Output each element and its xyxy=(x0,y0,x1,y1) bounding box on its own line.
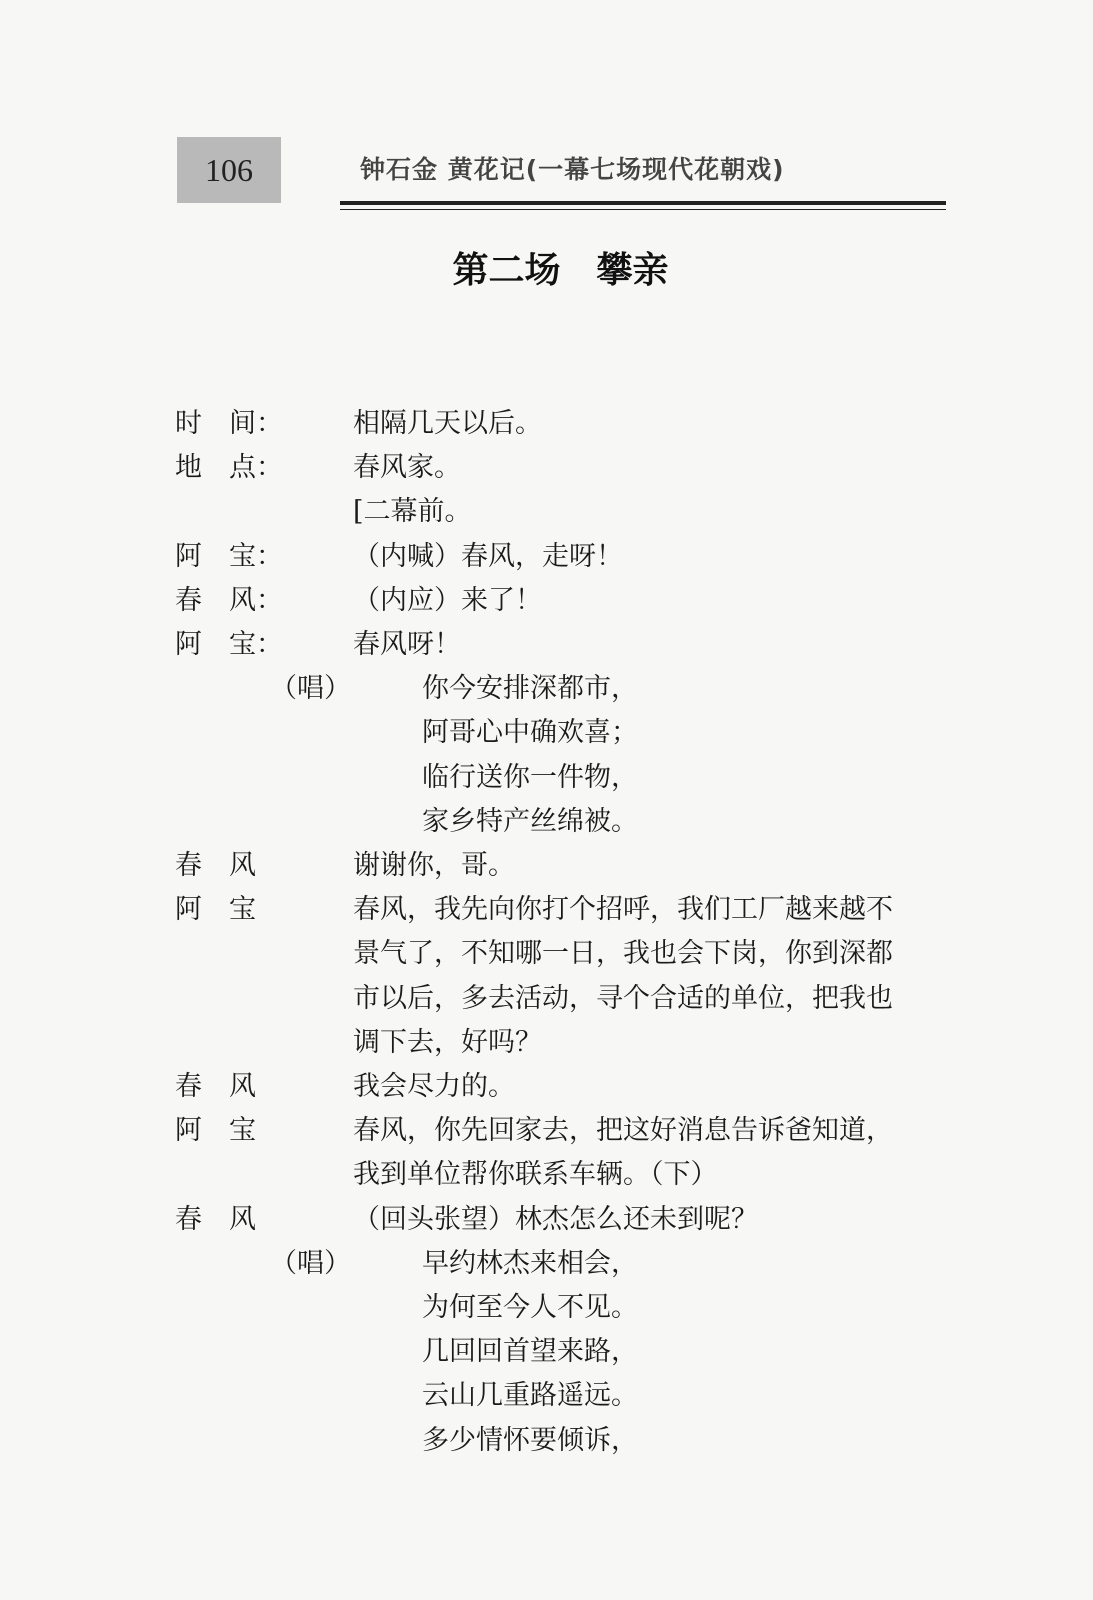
header-rule-thick xyxy=(340,201,946,205)
speaker-label: 春 风 xyxy=(175,1071,256,1102)
dialogue-line: （内喊）春风，走呀！ xyxy=(353,540,623,572)
script-row xyxy=(0,402,1093,446)
dialogue-line: 市以后，多去活动，寻个合适的单位，把我也 xyxy=(353,982,893,1014)
dialogue-line: 春风，你先回家去，把这好消息告诉爸知道， xyxy=(353,1115,893,1147)
scene-title: 第二场 攀亲 xyxy=(452,250,669,291)
script-row xyxy=(0,1198,1093,1242)
dialogue-line: 调下去，好吗？ xyxy=(353,1026,542,1058)
dialogue-line: 春风呀！ xyxy=(353,629,461,660)
dialogue-line: 相隔几天以后。 xyxy=(353,408,542,439)
verse-line: 早约林杰来相会， xyxy=(422,1247,638,1279)
speaker-label: 阿 宝 xyxy=(175,1115,256,1147)
dialogue-line: 我到单位帮你联系车辆。（下） xyxy=(353,1159,718,1191)
script-row xyxy=(0,1109,1093,1153)
verse-line: 阿哥心中确欢喜； xyxy=(422,717,638,749)
header-rule-thin xyxy=(340,209,946,210)
script-row xyxy=(0,711,1093,755)
running-header: 钟石金 黄花记(一幕七场现代花朝戏) xyxy=(360,155,785,184)
speaker-label: 地 点： xyxy=(175,452,283,484)
dialogue-line: 谢谢你，哥。 xyxy=(353,850,515,881)
script-row xyxy=(0,1021,1093,1065)
sing-direction: （唱） xyxy=(270,673,351,705)
verse-line: 临行送你一件物， xyxy=(422,761,638,793)
verse-line: 家乡特产丝绵被。 xyxy=(422,805,638,837)
sing-direction: （唱） xyxy=(270,1247,351,1279)
dialogue-line: 景气了，不知哪一日，我也会下岗，你到深都 xyxy=(353,938,893,970)
script-row xyxy=(0,490,1093,534)
dialogue-line: （回头张望）林杰怎么还未到呢？ xyxy=(353,1203,758,1235)
verse-line: 几回回首望来路， xyxy=(422,1336,638,1368)
script-row xyxy=(0,1065,1093,1109)
script-row xyxy=(0,667,1093,711)
script-row xyxy=(0,932,1093,976)
script-row xyxy=(0,623,1093,667)
script-row xyxy=(0,1419,1093,1463)
script-row xyxy=(0,579,1093,623)
script-row xyxy=(0,844,1093,888)
script-row xyxy=(0,756,1093,800)
verse-line: 云山几重路遥远。 xyxy=(422,1380,638,1412)
dialogue-line: 春风家。 xyxy=(353,452,461,484)
script-row xyxy=(0,535,1093,579)
script-row xyxy=(0,888,1093,932)
script-row xyxy=(0,446,1093,490)
dialogue-line: （内应）来了！ xyxy=(353,584,542,616)
speaker-label: 春 风： xyxy=(175,584,283,616)
speaker-label: 阿 宝： xyxy=(175,540,283,572)
script-row xyxy=(0,1374,1093,1418)
script-row xyxy=(0,1330,1093,1374)
speaker-label: 时 间： xyxy=(175,408,283,439)
page-number: 106 xyxy=(177,137,281,203)
speaker-label: 春 风 xyxy=(175,850,256,881)
script-row xyxy=(0,1153,1093,1197)
speaker-label: 阿 宝： xyxy=(175,629,283,660)
script-row xyxy=(0,800,1093,844)
verse-line: 为何至今人不见。 xyxy=(422,1292,638,1323)
script-row xyxy=(0,977,1093,1021)
speaker-label: 春 风 xyxy=(175,1203,256,1235)
dialogue-line: 春风，我先向你打个招呼，我们工厂越来越不 xyxy=(353,894,893,926)
verse-line: 多少情怀要倾诉， xyxy=(422,1424,638,1456)
script-row xyxy=(0,1242,1093,1286)
verse-line: 你今安排深都市， xyxy=(422,673,638,705)
dialogue-line: 我会尽力的。 xyxy=(353,1071,515,1102)
script-row xyxy=(0,1286,1093,1330)
speaker-label: 阿 宝 xyxy=(175,894,256,926)
dialogue-line: [二幕前。 xyxy=(353,496,472,528)
